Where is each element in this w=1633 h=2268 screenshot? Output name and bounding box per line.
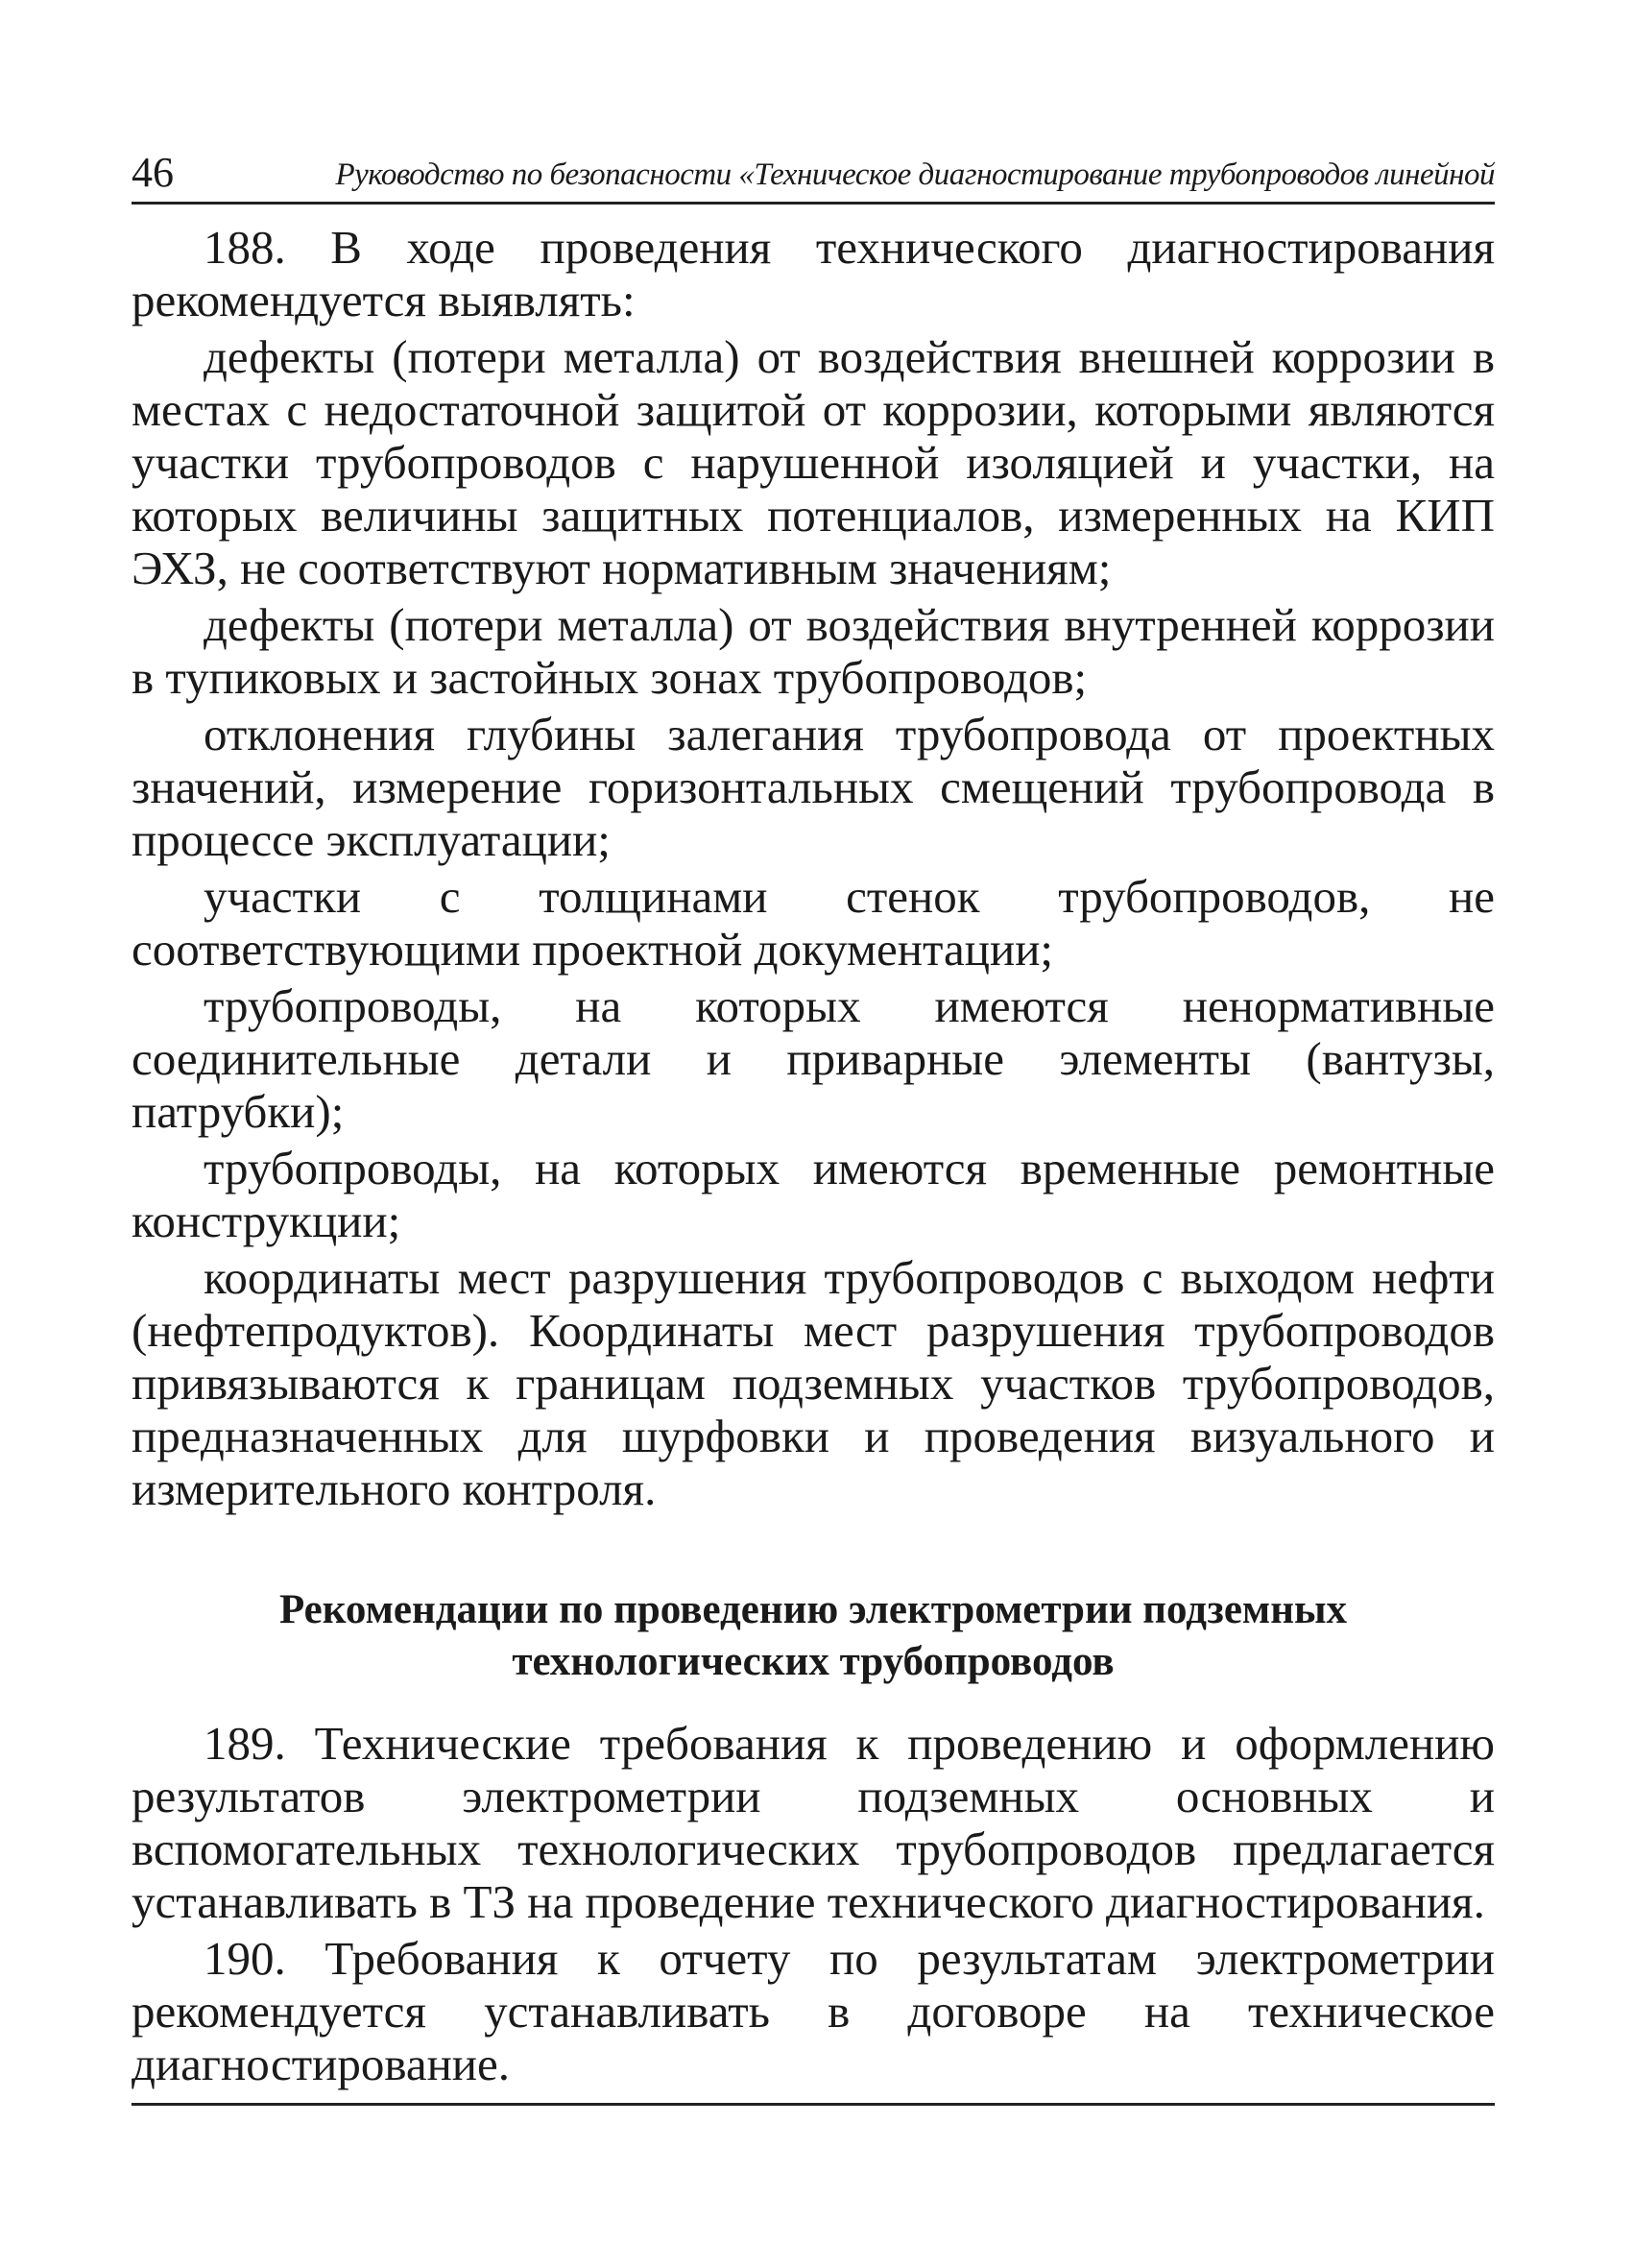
footer-rule bbox=[132, 2103, 1495, 2106]
list-item-external-corrosion: дефекты (потери металла) от воздействия внешней коррозии в местах с недостаточной защитой от коррозии, которыми являются участки трубопроводов с нарушенной изоляцией и участки, на которых величины защитных потенциалов, измеренных на КИП ЭХЗ, не соответствуют нормативным значениям; bbox=[132, 330, 1495, 594]
list-item-wall-thickness: участки с толщинами стенок трубопроводов, не соответствующими проектной документации; bbox=[132, 870, 1495, 976]
page-header bbox=[132, 144, 1495, 205]
list-item-rupture-coordinates: координаты мест разрушения трубопроводов с выходом нефти (нефтепродуктов). Координаты мест разрушения трубопроводов привязываются к границам подземных участков трубопроводов, предназначенных для шурфовки и проведения визуального и измерительного контроля. bbox=[132, 1251, 1495, 1515]
body-text bbox=[132, 221, 1495, 2094]
page-number: 46 bbox=[132, 149, 174, 196]
section-heading: Рекомендации по проведению электрометрии подземных технологических трубопроводов bbox=[278, 1587, 1348, 1684]
paragraph-188: 188. В ходе проведения технического диагностирования рекомендуется выявлять: bbox=[132, 221, 1495, 326]
paragraph-189: 189. Технические требования к проведению и оформлению результатов электрометрии подземных основных и вспомогательных технологических трубопроводов предлагается устанавливать в ТЗ на проведение технического диагностирования. bbox=[132, 1717, 1495, 1928]
list-item-depth-deviation: отклонения глубины залегания трубопровода от проектных значений, измерение горизонтальных смещений трубопровода в процессе эксплуатации; bbox=[132, 708, 1495, 866]
paragraph-190: 190. Требования к отчету по результатам электрометрии рекомендуется устанавливать в договоре на техническое диагностирование. bbox=[132, 1932, 1495, 2090]
list-item-temporary-repairs: трубопроводы, на которых имеются временные ремонтные конструкции; bbox=[132, 1142, 1495, 1247]
list-item-internal-corrosion: дефекты (потери металла) от воздействия внутренней коррозии в тупиковых и застойных зонах трубопроводов; bbox=[132, 598, 1495, 704]
list-item-nonstandard-fittings: трубопроводы, на которых имеются ненормативные соединительные детали и приварные элементы (вантузы, патрубки); bbox=[132, 979, 1495, 1138]
running-title: Руководство по безопасности «Техническое диагностирование трубопроводов линейной bbox=[335, 157, 1495, 192]
